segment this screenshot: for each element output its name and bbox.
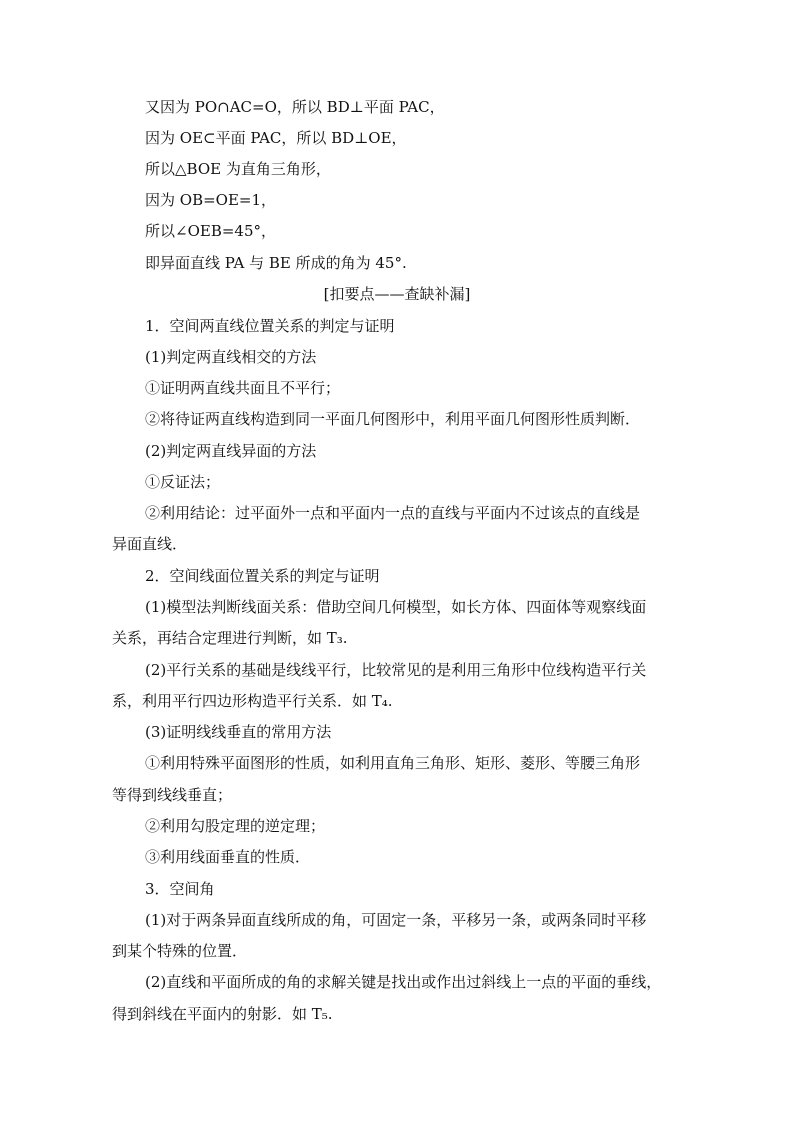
section-2-p2-line-2: 系，利用平行四边形构造平行关系．如 T₄. xyxy=(112,692,393,710)
section-1-item-1: ①证明两直线共面且不平行； xyxy=(145,379,341,397)
section-2-p1-line-1: (1)模型法判断线面关系：借助空间几何模型，如长方体、四面体等观察线面 xyxy=(145,598,647,616)
section-2-title: 2．空间线面位置关系的判定与证明 xyxy=(145,567,380,585)
section-2-p3-item-1-line-1: ①利用特殊平面图形的性质，如利用直角三角形、矩形、菱形、等腰三角形 xyxy=(145,754,641,772)
section-3-p2-line-2: 得到斜线在平面内的射影．如 T₅. xyxy=(112,1005,333,1023)
proof-line-3: 所以△BOE 为直角三角形， xyxy=(145,160,331,178)
section-1-sub-2: (2)判定两直线异面的方法 xyxy=(145,442,317,460)
proof-line-2: 因为 OE⊂平面 PAC，所以 BD⊥OE， xyxy=(145,129,407,147)
section-1-title: 1．空间两直线位置关系的判定与证明 xyxy=(145,317,395,335)
section-3-title: 3．空间角 xyxy=(145,880,215,898)
section-2-p2-line-1: (2)平行关系的基础是线线平行，比较常见的是利用三角形中位线构造平行关 xyxy=(145,661,647,679)
proof-line-4: 因为 OB=OE=1， xyxy=(145,191,277,209)
section-1-item-2: ②将待证两直线构造到同一平面几何图形中，利用平面几何图形性质判断． xyxy=(145,410,641,428)
proof-line-6: 即异面直线 PA 与 BE 所成的角为 45°. xyxy=(145,254,407,272)
section-1-item-3: ①反证法； xyxy=(145,473,221,491)
section-2-p3-item-2: ②利用勾股定理的逆定理； xyxy=(145,817,326,835)
proof-line-5: 所以∠OEB=45°， xyxy=(145,222,276,240)
section-heading: [扣要点——查缺补漏] xyxy=(323,285,471,303)
section-1-item-4-line-1: ②利用结论：过平面外一点和平面内一点的直线与平面内不过该点的直线是 xyxy=(145,504,641,522)
section-3-p2-line-1: (2)直线和平面所成的角的求解关键是找出或作出过斜线上一点的平面的垂线， xyxy=(145,973,662,991)
section-2-p3: (3)证明线线垂直的常用方法 xyxy=(145,723,332,741)
section-3-p1-line-1: (1)对于两条异面直线所成的角，可固定一条，平移另一条，或两条同时平移 xyxy=(145,911,647,929)
section-3-p1-line-2: 到某个特殊的位置． xyxy=(112,942,248,960)
proof-line-1: 又因为 PO∩AC=O，所以 BD⊥平面 PAC， xyxy=(145,98,445,116)
section-2-p3-item-1-line-2: 等得到线线垂直； xyxy=(112,786,233,804)
section-1-item-4-line-2: 异面直线． xyxy=(112,535,188,553)
section-2-p1-line-2: 关系，再结合定理进行判断，如 T₃. xyxy=(112,629,348,647)
section-1-sub-1: (1)判定两直线相交的方法 xyxy=(145,348,317,366)
section-2-p3-item-3: ③利用线面垂直的性质． xyxy=(145,848,311,866)
